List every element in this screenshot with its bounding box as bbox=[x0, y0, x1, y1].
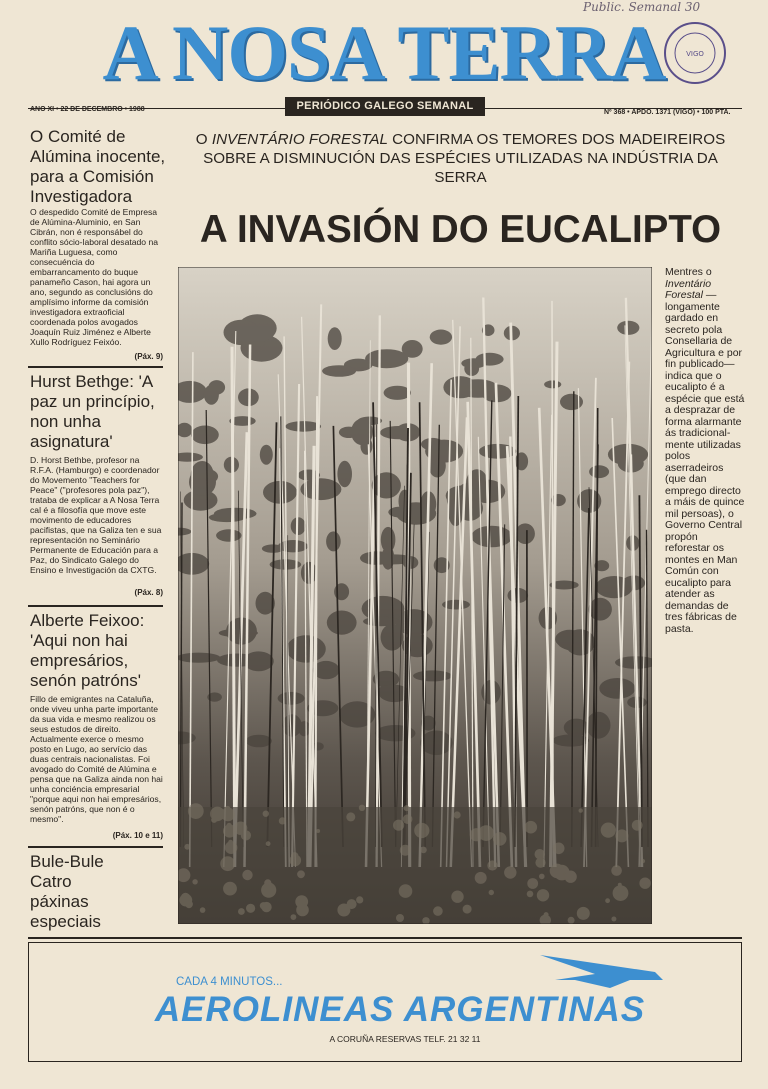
handwritten-note: Public. Semanal 30 bbox=[583, 0, 701, 14]
headline-line: páxinas bbox=[30, 892, 89, 911]
left-story-1-headline[interactable]: O Comité de Alúmina inocente, para a Comisión Investigadora bbox=[30, 127, 166, 206]
left-story-2-headline[interactable]: Hurst Bethge: 'A paz un princípio, non unha asignatura' bbox=[30, 372, 155, 451]
sidetext-rest: — longamente gardado en secreto pola Consellaria de Agricultura e por fin publicado— indica que o eucalipto é a espécie que está a desprazar de forma alarmante ás tradicional-mente utilizadas polos aserradeiros (que dan emprego directo a máis de quince mil persoas), o Governo Central propón reforestar os montes en Man Común con eucalipto para atender as demandas de tres fábricas de pasta. bbox=[665, 289, 745, 635]
left-story-3-headline[interactable]: Alberte Feixoo: 'Aqui non hai empresários, senón patróns' bbox=[30, 611, 145, 690]
left-story-2-page-ref[interactable]: (Páx. 8) bbox=[134, 588, 163, 597]
ad-kicker: CADA 4 MINUTOS... bbox=[176, 976, 283, 988]
column-divider bbox=[28, 846, 163, 848]
ad-reservations: A CORUÑA RESERVAS TELF. 21 32 11 bbox=[329, 1034, 481, 1044]
airline-logo-icon bbox=[535, 950, 665, 990]
main-headline[interactable]: A INVASIÓN DO EUCALIPTO bbox=[199, 208, 722, 251]
issue-date: ANO XI • 22 DE DECEMBRO • 1988 bbox=[30, 106, 145, 113]
issue-number: Nº 368 • APDO. 1371 (VIGO) • 100 PTA. bbox=[604, 109, 731, 116]
kicker-prefix: O bbox=[195, 131, 208, 148]
column-divider bbox=[28, 366, 163, 368]
left-story-1-page-ref[interactable]: (Páx. 9) bbox=[134, 352, 163, 361]
masthead-title: A NOSA TERRA bbox=[102, 9, 666, 96]
sidetext-italic: Inventário Forestal bbox=[665, 277, 712, 301]
bottom-rule bbox=[28, 937, 742, 939]
left-story-2-body: D. Horst Bethbe, profesor na R.F.A. (Hamburgo) e coordenador do Movemento "Teachers for Peace" ("profesores pola paz"), trataba de explicar a A Nosa Terra cal é a filosofía que move este movimento de educadores pacifistas, que na Galiza ten e sua representación no Seminário Permanente de Educación para a Paz, do Sindicato Galego do Ensino e Investigación da CXTG. bbox=[30, 455, 162, 575]
main-story-sidebar-text bbox=[665, 267, 745, 635]
headline-line: especiais bbox=[30, 912, 101, 931]
left-story-3-body: Fillo de emigrantes na Cataluña, onde viveu unha parte importante da sua vida e mesmo realizou os seus estudos de direito. Actualmente exerce o mesmo posto en Lugo, ao servício das duas centrais nacionalistas. Foi avogado do Comité de Alúmina e pensa que na Galiza ainda non hai unha conciéncia empresarial "porque aqui non hai empresários, senón patróns, que non é o mesmo". bbox=[30, 694, 163, 824]
left-story-3-page-ref[interactable]: (Páx. 10 e 11) bbox=[112, 831, 163, 840]
headline-line: Catro bbox=[30, 872, 72, 891]
sidetext-start: Mentres o bbox=[665, 266, 712, 278]
column-divider bbox=[28, 605, 163, 607]
left-story-4-headline[interactable] bbox=[30, 852, 165, 932]
library-stamp bbox=[660, 20, 730, 86]
left-story-1-body: O despedido Comité de Empresa de Alúmina-Aluminio, en San Cibrán, non é responsábel do conflito sócio-laboral desatado na Mariña Luguesa, como consecuéncia do embarrancamento do buque panameño Cason, hai agora un ano, segundo as conclusións do amplísimo informe da comisión investigadora extraoficial coordenada polos avogados Joaquín Ruiz Jiménez e Alberte Xullo Rodríguez Feixóo. bbox=[30, 207, 159, 347]
kicker-italic: INVENTÁRIO FORESTAL bbox=[211, 131, 388, 148]
stamp-text: VIGO bbox=[686, 50, 704, 58]
headline-line: Bule-Bule bbox=[30, 852, 104, 871]
main-story-kicker bbox=[178, 130, 743, 187]
kicker-rest: CONFIRMA OS TEMORES DOS MADEIREIROS SOBRE A DISMINUCIÓN DAS ESPÉCIES UTILIZADAS NA INDÚSTRIA DA SERRA bbox=[203, 131, 726, 186]
ad-brand[interactable]: AEROLINEAS ARGENTINAS bbox=[154, 990, 646, 1029]
masthead-subtitle: PERIÓDICO GALEGO SEMANAL bbox=[285, 97, 485, 116]
eucalyptus-forest-photo bbox=[178, 267, 652, 924]
